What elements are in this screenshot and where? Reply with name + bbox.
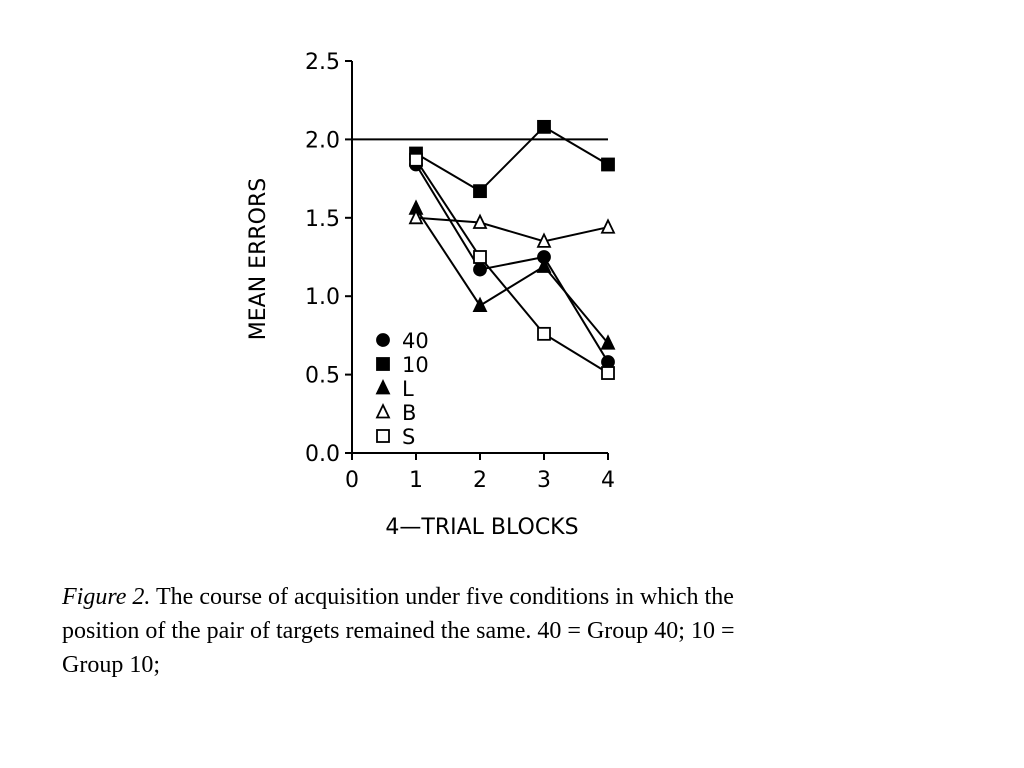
point-S-3 — [538, 328, 550, 340]
point-S-1 — [410, 154, 422, 166]
point-10-3 — [538, 121, 550, 133]
point-10-4 — [602, 158, 614, 170]
y-tick-label-1: 0.5 — [305, 363, 340, 389]
caption-label: Figure 2. — [62, 584, 151, 610]
series-line-S — [416, 160, 608, 373]
legend-marker-10 — [377, 358, 389, 370]
x-tick-label-1: 1 — [409, 468, 423, 493]
point-10-2 — [474, 185, 486, 197]
point-S-2 — [474, 251, 486, 263]
y-tick-label-0: 0.0 — [305, 442, 340, 467]
series-line-10 — [416, 127, 608, 191]
legend-marker-S — [377, 430, 389, 442]
point-B-4 — [602, 220, 614, 232]
y-tick-label-2: 1.0 — [305, 285, 340, 311]
x-tick-label-2: 2 — [473, 468, 487, 493]
series-line-B — [416, 218, 608, 242]
legend-label-B: B — [402, 401, 417, 425]
point-40-2 — [474, 264, 486, 276]
y-tick-label-5: 2.5 — [305, 50, 340, 75]
legend-marker-B — [377, 405, 389, 417]
legend-label-10: 10 — [402, 353, 429, 377]
legend-label-40: 40 — [402, 329, 429, 353]
legend-marker-40 — [377, 334, 389, 346]
y-tick-label-4: 2.0 — [305, 128, 340, 154]
figure-caption — [62, 580, 762, 682]
y-tick-label-3: 1.5 — [305, 206, 340, 232]
series-line-40 — [416, 164, 608, 362]
legend-marker-L — [377, 381, 389, 393]
legend-label-L: L — [402, 377, 414, 401]
x-tick-label-3: 3 — [537, 468, 551, 493]
x-tick-label-0: 0 — [345, 468, 359, 493]
legend-label-S: S — [402, 425, 416, 449]
point-S-4 — [602, 367, 614, 379]
x-tick-label-4: 4 — [601, 468, 615, 493]
series-line-L — [416, 208, 608, 343]
caption-text: The course of acquisition under five conditions in which the position of the pair of targets remained the same. 40 = Group 40; 10 = Group 10; — [62, 584, 735, 678]
x-axis-label: 4—TRIAL BLOCKS — [385, 515, 579, 540]
y-axis-label: MEAN ERRORS — [246, 177, 271, 341]
